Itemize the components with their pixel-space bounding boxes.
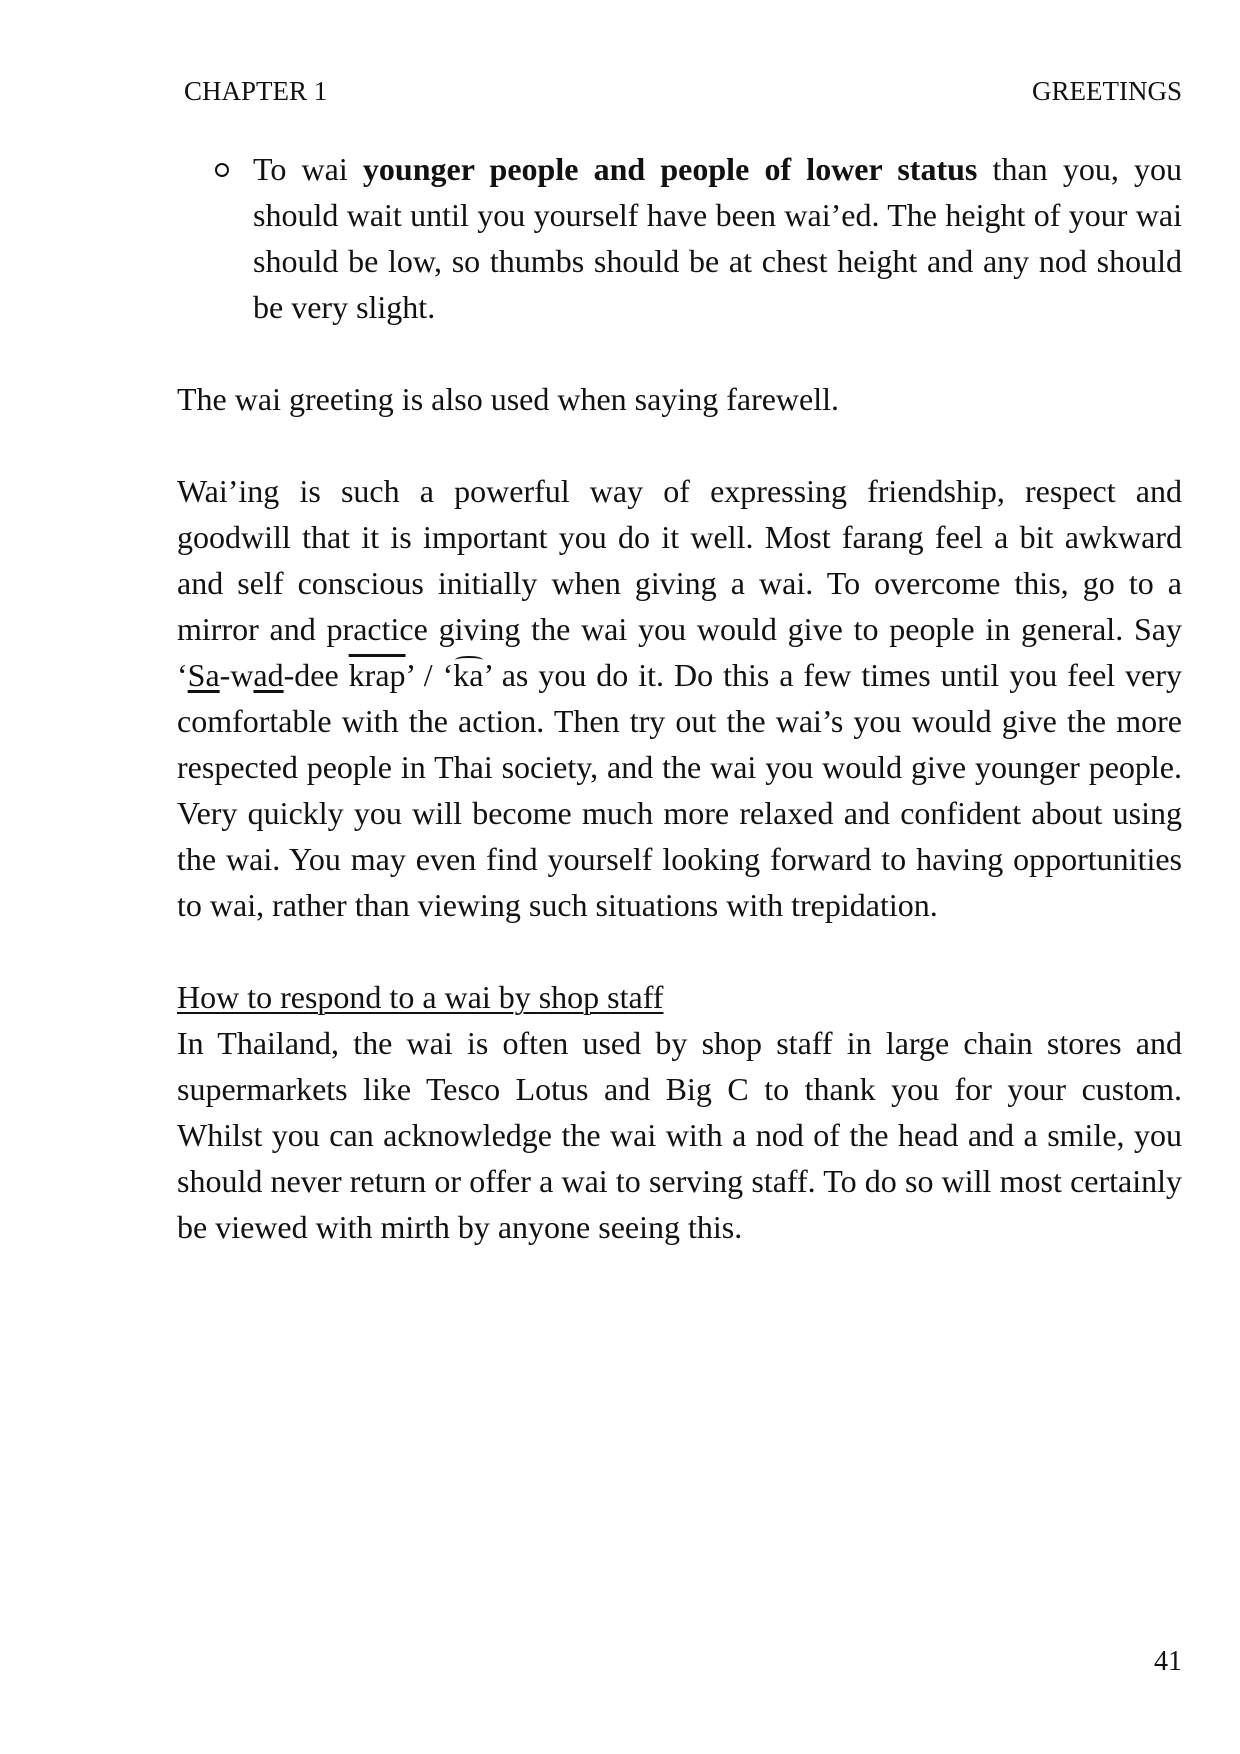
bullet-text-start: To wai: [253, 151, 363, 187]
section-heading-shop-staff: How to respond to a wai by shop staff: [177, 979, 664, 1015]
syllable-sa-low-tone: Sa: [187, 657, 220, 693]
paragraph-shop-staff: In Thailand, the wai is often used by shop staff in large chain stores and supermarkets like Tesco Lotus and Big C to thank you for your custom. Whilst you can acknowledge the wai with a nod of the head and a smile, you should never return or offer a wai to serving staff. To do so will most certainly be viewed with mirth by anyone seeing this.: [177, 1025, 1182, 1245]
practice-text-end: ’ as you do it. Do this a few times until you feel very comfortable with the action. Then try out the wai’s you would give the more respected people in Thai society, and the wai you would give younger people. Very quickly you will become much more relaxed and confident about using the wai. You may even find yourself looking forward to having opportunities to wai, rather than viewing such situations with trepidation.: [177, 657, 1183, 923]
page-body: [177, 146, 1182, 1250]
syllable-w: -w: [219, 657, 254, 693]
running-header: [184, 74, 1182, 108]
syllable-ka-falling-tone: ka: [453, 652, 483, 698]
syllable-dee: -dee: [283, 657, 349, 693]
practice-text-start: Wai’ing is such a powerful way of expressing friendship, respect and goodwill that it is important you do it well. Most farang feel a bit awkward and self conscious initially when giving a wai. To overcome this, go to a mirror and practice giving the wai you would give to people in general. Say ‘: [177, 473, 1182, 693]
chapter-label: CHAPTER 1: [184, 76, 328, 106]
phrase-separator: ’ / ‘: [405, 657, 454, 693]
hollow-circle-bullet-icon: [215, 163, 229, 177]
bullet-text-end: than you, you should wait until you yourself have been wai’ed. The height of your wai should be low, so thumbs should be at chest height and any nod should be very slight.: [253, 151, 1183, 325]
section-title: GREETINGS: [1032, 76, 1182, 106]
paragraph-practice: [177, 468, 1182, 928]
bullet-emphasis: younger people and people of lower status: [362, 151, 978, 187]
bullet-item-lower-status: [177, 146, 1182, 330]
paragraph-farewell: The wai greeting is also used when saying farewell.: [177, 381, 840, 417]
page-number: 41: [1154, 1646, 1182, 1677]
syllable-krap-high-tone: krap: [348, 657, 406, 693]
syllable-ad-low-tone: ad: [253, 657, 284, 693]
